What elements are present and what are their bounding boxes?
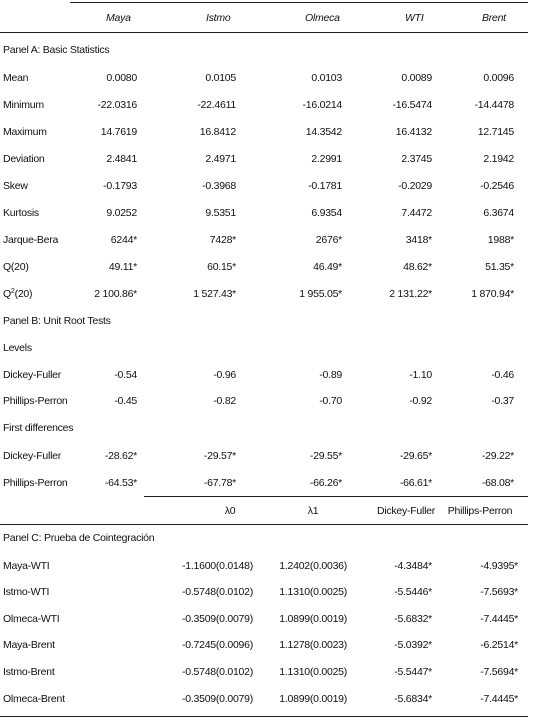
- top-rule: [70, 2, 528, 3]
- stat-row-value: 6244*: [110, 234, 137, 246]
- cointegration-row-value: -5.0392*: [394, 639, 432, 651]
- cointegration-row-value: -5.6834*: [394, 693, 432, 705]
- q2-row-value: 2 100.86*: [94, 288, 137, 300]
- stat-row-value: -0.2546: [480, 180, 514, 192]
- stat-row-value: 1988*: [487, 234, 514, 246]
- first-differences-label: First differences: [3, 422, 74, 434]
- levels-row-value: -0.46: [491, 369, 514, 381]
- panel-b-title: Panel B: Unit Root Tests: [3, 315, 111, 327]
- levels-row-value: -0.54: [114, 369, 137, 381]
- stat-row-label: Minimum: [3, 99, 44, 111]
- levels-row-label: Phillips-Perron: [3, 395, 68, 407]
- levels-row-label: Dickey-Fuller: [3, 369, 62, 381]
- differences-row-value: -28.62*: [104, 450, 137, 462]
- stat-row-value: 7.4472: [401, 207, 432, 219]
- stat-row-value: -0.3968: [202, 180, 236, 192]
- differences-row-value: -29.55*: [309, 450, 342, 462]
- panel-c-rule: [144, 496, 528, 497]
- cointegration-row-label: Olmeca-Brent: [3, 693, 65, 705]
- cointegration-row-value: 1.2402(0.0036): [279, 560, 347, 572]
- cointegration-row-value: 1.0899(0.0019): [279, 693, 347, 705]
- cointegration-row-value: -1.1600(0.0148): [182, 560, 253, 572]
- levels-row-value: -1.10: [409, 369, 432, 381]
- stat-row-value: -16.5474: [392, 99, 432, 111]
- stat-row-value: -0.2029: [398, 180, 432, 192]
- differences-row-label: Phillips-Perron: [3, 477, 68, 489]
- levels-label: Levels: [3, 342, 32, 354]
- stat-row-value: 0.0105: [205, 72, 236, 84]
- col-header-brent: Brent: [482, 12, 506, 24]
- stat-row-label: Jarque-Bera: [3, 234, 59, 246]
- panel-a-title: Panel A: Basic Statistics: [3, 44, 110, 56]
- cointegration-row-value: 1.1278(0.0023): [279, 639, 347, 651]
- q2-row-value: 1 870.94*: [471, 288, 514, 300]
- stat-row-label: Maximum: [3, 126, 47, 138]
- cointegration-row-value: 1.0899(0.0019): [279, 613, 347, 625]
- panel-c-header: Phillips-Perron: [447, 505, 513, 517]
- stat-row-value: 3418*: [405, 234, 432, 246]
- cointegration-row-value: -0.3509(0.0079): [182, 693, 253, 705]
- q2-label-superscript: 2: [10, 288, 15, 295]
- cointegration-row-value: -5.5446*: [394, 586, 432, 598]
- col-header-olmeca: Olmeca: [305, 12, 340, 24]
- cointegration-row-label: Istmo-WTI: [3, 586, 50, 598]
- cointegration-row-value: -0.5748(0.0102): [182, 666, 253, 678]
- cointegration-row-value: -7.4445*: [480, 613, 518, 625]
- cointegration-row-label: Maya-WTI: [3, 560, 50, 572]
- stat-row-value: 0.0103: [311, 72, 342, 84]
- cointegration-row-value: -7.5693*: [480, 586, 518, 598]
- stat-row-label: Mean: [3, 72, 29, 84]
- panel-c-header: λ0: [224, 505, 236, 517]
- differences-row-value: -66.26*: [309, 477, 342, 489]
- stat-row-value: 0.0089: [401, 72, 432, 84]
- cointegration-row-value: -4.9395*: [480, 560, 518, 572]
- bottom-rule: [0, 716, 528, 717]
- stat-row-value: 6.3674: [483, 207, 514, 219]
- cointegration-row-value: -7.5694*: [480, 666, 518, 678]
- stat-row-value: 16.8412: [199, 126, 236, 138]
- q2-row-value: 1 527.43*: [193, 288, 236, 300]
- differences-row-value: -29.22*: [481, 450, 514, 462]
- panel-c-header-rule: [0, 524, 528, 525]
- cointegration-row-value: -7.4445*: [480, 693, 518, 705]
- cointegration-row-value: -0.7245(0.0096): [182, 639, 253, 651]
- q2-row-label: [3, 287, 32, 301]
- cointegration-row-value: 1.1310(0.0025): [279, 586, 347, 598]
- q2-row-value: 1 955.05*: [299, 288, 342, 300]
- q2-row-value: 2 131.22*: [389, 288, 432, 300]
- stat-row-value: 2676*: [315, 234, 342, 246]
- cointegration-row-value: -0.3509(0.0079): [182, 613, 253, 625]
- differences-row-value: -64.53*: [104, 477, 137, 489]
- stat-row-value: 6.9354: [311, 207, 342, 219]
- stat-row-value: 2.4841: [106, 153, 137, 165]
- col-header-istmo: Istmo: [206, 12, 231, 24]
- stat-row-value: 2.1942: [483, 153, 514, 165]
- differences-row-value: -29.57*: [203, 450, 236, 462]
- stat-row-value: -22.0316: [97, 99, 137, 111]
- stat-row-label: Skew: [3, 180, 28, 192]
- levels-row-value: -0.70: [319, 395, 342, 407]
- stat-row-value: -16.0214: [302, 99, 342, 111]
- stat-row-value: 51.35*: [485, 261, 514, 273]
- cointegration-row-value: -5.6832*: [394, 613, 432, 625]
- stat-row-value: -0.1793: [103, 180, 137, 192]
- stat-row-label: Deviation: [3, 153, 45, 165]
- cointegration-row-label: Olmeca-WTI: [3, 613, 60, 625]
- cointegration-row-value: -6.2514*: [480, 639, 518, 651]
- cointegration-row-value: -5.5447*: [394, 666, 432, 678]
- q2-label-base: Q: [3, 288, 11, 300]
- stat-row-value: 16.4132: [395, 126, 432, 138]
- cointegration-row-value: -0.5748(0.0102): [182, 586, 253, 598]
- stat-row-value: 48.62*: [403, 261, 432, 273]
- levels-row-value: -0.82: [213, 395, 236, 407]
- cointegration-row-value: -4.3484*: [394, 560, 432, 572]
- stat-row-value: 14.3542: [305, 126, 342, 138]
- stat-row-value: 0.0096: [483, 72, 514, 84]
- stat-row-value: 46.49*: [313, 261, 342, 273]
- stat-row-value: 49.11*: [108, 261, 137, 273]
- stat-row-label: Q(20): [3, 261, 29, 273]
- stat-row-value: 7428*: [209, 234, 236, 246]
- panel-c-title: Panel C: Prueba de Cointegración: [3, 532, 155, 544]
- levels-row-value: -0.89: [319, 369, 342, 381]
- cointegration-row-label: Maya-Brent: [3, 639, 55, 651]
- levels-row-value: -0.37: [491, 395, 514, 407]
- stat-row-label: Kurtosis: [3, 207, 39, 219]
- cointegration-row-label: Istmo-Brent: [3, 666, 55, 678]
- stat-row-value: 9.0252: [106, 207, 137, 219]
- q2-label-rest: (20): [14, 288, 33, 300]
- header-rule: [0, 32, 528, 33]
- levels-row-value: -0.45: [114, 395, 137, 407]
- stat-row-value: -0.1781: [308, 180, 342, 192]
- differences-row-value: -66.61*: [399, 477, 432, 489]
- panel-c-header: Dickey-Fuller: [376, 505, 436, 517]
- levels-row-value: -0.96: [213, 369, 236, 381]
- stat-row-value: -14.4478: [474, 99, 514, 111]
- stat-row-value: -22.4611: [197, 99, 236, 111]
- stat-row-value: 9.5351: [205, 207, 236, 219]
- col-header-wti: WTI: [405, 12, 424, 24]
- differences-row-label: Dickey-Fuller: [3, 450, 62, 462]
- stat-row-value: 12.7145: [477, 126, 514, 138]
- differences-row-value: -29.65*: [399, 450, 432, 462]
- panel-c-header: λ1: [307, 505, 319, 517]
- stat-row-value: 2.3745: [401, 153, 432, 165]
- stat-row-value: 60.15*: [207, 261, 236, 273]
- cointegration-row-value: 1.1310(0.0025): [279, 666, 347, 678]
- differences-row-value: -67.78*: [203, 477, 236, 489]
- stat-row-value: 2.2991: [311, 153, 342, 165]
- levels-row-value: -0.92: [409, 395, 432, 407]
- stat-row-value: 2.4971: [205, 153, 236, 165]
- col-header-maya: Maya: [106, 12, 131, 24]
- stat-row-value: 14.7619: [100, 126, 137, 138]
- differences-row-value: -68.08*: [481, 477, 514, 489]
- stat-row-value: 0.0080: [106, 72, 137, 84]
